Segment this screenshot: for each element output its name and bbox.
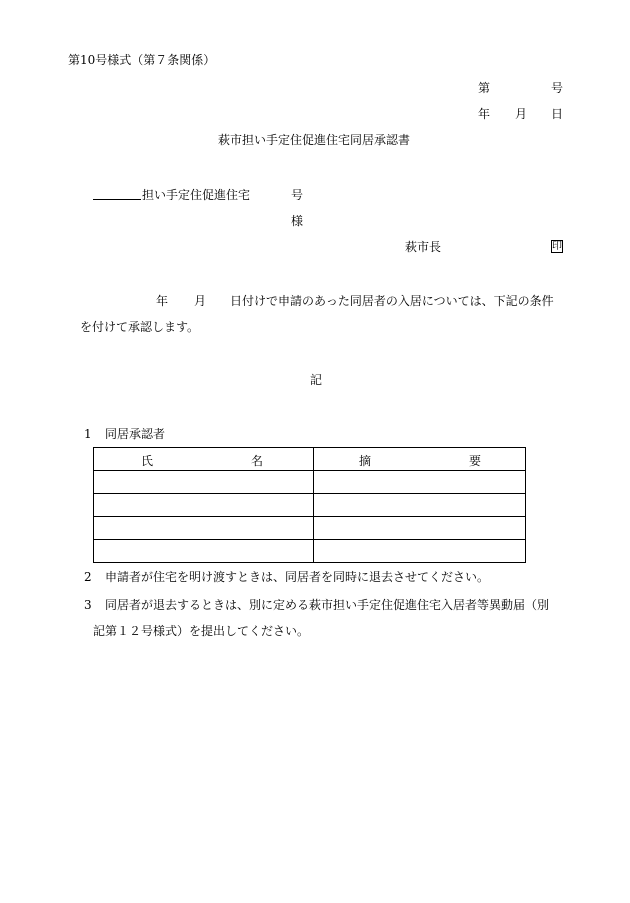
addressee-line [93, 188, 250, 202]
ki-heading: 記 [310, 373, 323, 387]
cohabitant-table [93, 447, 526, 563]
item-3-text: 同居者が退去するときは、別に定める萩市担い手定住促進住宅入居者等異動届（別 [105, 598, 550, 612]
body-year: 年 [156, 294, 169, 308]
doc-number-prefix: 第 [478, 81, 491, 95]
item-3-number: 3 [84, 598, 92, 612]
table-header-row [94, 448, 526, 471]
date-year: 年 [478, 107, 491, 121]
addressee-honorific: 様 [291, 214, 304, 228]
table-row [94, 471, 526, 494]
item-3-continuation: 記第１２号様式）を提出してください。 [93, 624, 310, 638]
body-month: 月 [194, 294, 207, 308]
form-label: 第10号様式（第７条関係） [68, 53, 216, 67]
table-cell [94, 494, 314, 517]
table-cell [314, 494, 526, 517]
table-row [94, 494, 526, 517]
issuer-name: 萩市長 [405, 240, 442, 254]
item-2-number: 2 [84, 570, 92, 584]
table-cell [94, 471, 314, 494]
date-day: 日 [551, 107, 564, 121]
item-1-text: 同居承認者 [105, 427, 166, 441]
table-row [94, 540, 526, 563]
date-month: 月 [515, 107, 528, 121]
header-remarks: 摘 要 [314, 448, 526, 471]
table-cell [314, 517, 526, 540]
item-2-text: 申請者が住宅を明け渡すときは、同居者を同時に退去させてください。 [105, 570, 490, 584]
document-title: 萩市担い手定住促進住宅同居承認書 [218, 133, 411, 147]
addressee-number-suffix: 号 [291, 188, 304, 202]
item-1-number: 1 [84, 427, 92, 441]
seal-mark: 印 [552, 241, 562, 252]
header-name: 氏 名 [94, 448, 314, 471]
doc-number-suffix: 号 [551, 81, 564, 95]
table-cell [94, 517, 314, 540]
table-cell [94, 540, 314, 563]
body-line1: 日付けで申請のあった同居者の入居については、下記の条件 [230, 294, 554, 308]
body-line2: を付けて承認します。 [80, 320, 200, 334]
housing-name: 担い手定住促進住宅 [142, 188, 251, 202]
table-row [94, 517, 526, 540]
name-blank [93, 199, 141, 200]
table-cell [314, 540, 526, 563]
table-cell [314, 471, 526, 494]
